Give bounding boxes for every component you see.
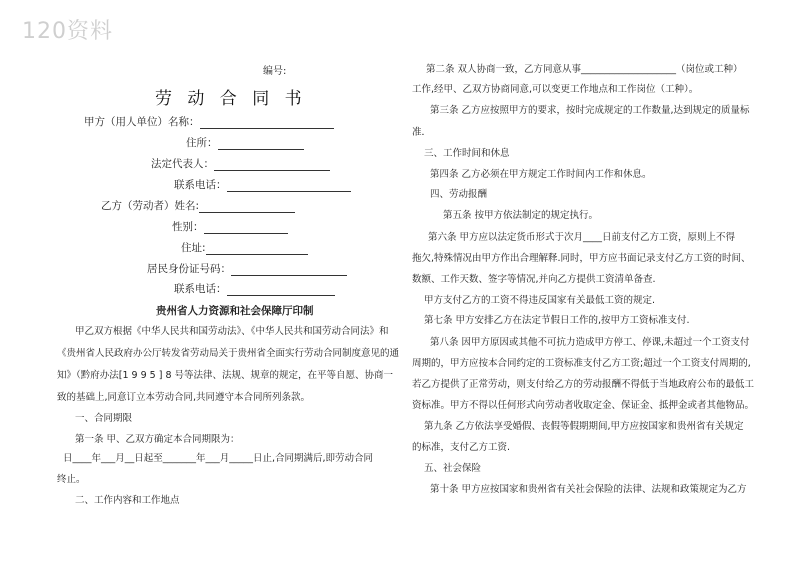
section-social-insurance: 五、社会保险 [424, 463, 482, 474]
employee-address-line[interactable] [206, 243, 308, 255]
employee-name-row [101, 200, 295, 213]
id-number-line[interactable] [231, 264, 347, 276]
article-5: 第五条 按甲方依法制定的规定执行。 [443, 210, 599, 221]
preamble-line-2: 《贵州省人民政府办公厅转发省劳动局关于贵州省全面实行劳动合同制度意见的通 [57, 348, 400, 359]
gender-label: 性别： [172, 221, 204, 233]
employee-phone-row [174, 283, 335, 296]
id-number-row [147, 263, 347, 276]
article-4: 第四条 乙方必须在甲方规定工作时间内工作和休息。 [430, 169, 652, 180]
employer-name-line[interactable] [200, 117, 334, 129]
article-6-line-2: 拖欠,特殊情况由甲方作出合理解释.同时，甲方应书面记录支付乙方工资的时间、 [412, 253, 751, 264]
employer-address-row [186, 137, 304, 150]
preamble-line-4: 致的基础上,同意订立本劳动合同,共同遵守本合同所列条款。 [57, 392, 311, 403]
employer-phone-row [174, 179, 351, 192]
employer-address-line[interactable] [218, 138, 304, 150]
legal-rep-label: 法定代表人： [151, 158, 214, 170]
article-8-line-3: 若乙方提供了正常劳动，则支付给乙方的劳动报酬不得低于当地政府公布的最低工 [412, 379, 755, 390]
section-work-content: 二、工作内容和工作地点 [75, 495, 180, 506]
article-2-line-1: 第二条 双人协商一致，乙方同意从事____________________（岗位或工种） [426, 64, 743, 75]
article-7: 第七条 甲方安排乙方在法定节假日工作的,按甲方工资标准支付. [424, 315, 690, 326]
section-work-hours: 三、工作时间和休息 [424, 148, 510, 159]
article-1: 第一条 甲、乙双方确定本合同期限为： [75, 434, 240, 445]
article-8-line-2: 周期的，甲方应按本合同约定的工资标准支付乙方工资;超过一个工资支付周期的, [412, 358, 751, 369]
article-9-line-2: 的标准，支付乙方工资. [412, 442, 511, 453]
employee-name-line[interactable] [199, 201, 295, 213]
employee-address-row [181, 242, 308, 255]
article-8-line-1: 第八条 因甲方原因或其他不可抗力造成甲方停工、停课,未超过一个工资支付 [430, 337, 750, 348]
document-title: 劳 动 合 同 书 [155, 89, 307, 109]
id-number-label: 居民身份证号码： [147, 263, 231, 275]
article-3-line-1: 第三条 乙方应按照甲方的要求，按时完成规定的工作数量,达到规定的质量标 [430, 105, 750, 116]
employee-name-label: 乙方（劳动者）姓名: [101, 200, 200, 212]
article-2-line-2: 工作,经甲、乙双方协商同意,可以变更工作地点和工作岗位（工种）。 [412, 84, 699, 95]
article-6-line-3: 数额、工作天数、签字等情况,并向乙方提供工资清单备查. [412, 274, 656, 285]
section-contract-term: 一、合同期限 [75, 413, 133, 424]
article-6-line-4: 甲方支付乙方的工资不得违反国家有关最低工资的规定. [424, 295, 656, 306]
employer-name-label: 甲方（用人单位）名称： [84, 116, 200, 128]
section-remuneration: 四、劳动报酬 [430, 189, 488, 200]
employer-address-label: 住所： [186, 137, 218, 149]
article-1-end: 终止。 [57, 474, 86, 485]
preamble-line-1: 甲乙双方根据《中华人民共和国劳动法》、《中华人民共和国劳动合同法》和 [75, 326, 389, 337]
article-1-dates: 日____年___月__日起至_______年___月_____日止,合同期满后,即劳动合同 [63, 453, 374, 464]
watermark: 120资料 [22, 19, 113, 44]
article-9-line-1: 第九条 乙方依法享受婚假、丧假等假期期间,甲方应按国家和贵州省有关规定 [424, 421, 744, 432]
article-10-line-1: 第十条 甲方应按国家和贵州省有关社会保险的法律、法规和政策规定为乙方 [430, 484, 747, 495]
printed-by-heading: 贵州省人力资源和社会保障厅印制 [156, 305, 314, 317]
employee-phone-label: 联系电话： [174, 283, 227, 295]
preamble-line-3: 知》（黔府办法[1 9 9 5 ] 8 号等法律、法规、规章的规定，在平等自愿、协商一 [57, 370, 394, 381]
gender-row [172, 221, 288, 234]
gender-line[interactable] [204, 222, 288, 234]
employee-phone-line[interactable] [227, 284, 335, 296]
employer-phone-label: 联系电话： [174, 179, 227, 191]
legal-rep-row [151, 158, 330, 171]
serial-number-label: 编号: [263, 66, 287, 77]
article-3-line-2: 准． [412, 127, 432, 138]
article-8-line-4: 资标准。甲方不得以任何形式向劳动者收取定金、保证金、抵押金或者其他物品。 [412, 400, 755, 411]
article-6-line-1: 第六条 甲方应以法定货币形式于次月____日前支付乙方工资，原则上不得 [428, 232, 736, 243]
employer-phone-line[interactable] [227, 180, 351, 192]
employer-name-row [84, 116, 334, 129]
employee-address-label: 住址: [181, 242, 206, 254]
legal-rep-line[interactable] [214, 159, 330, 171]
